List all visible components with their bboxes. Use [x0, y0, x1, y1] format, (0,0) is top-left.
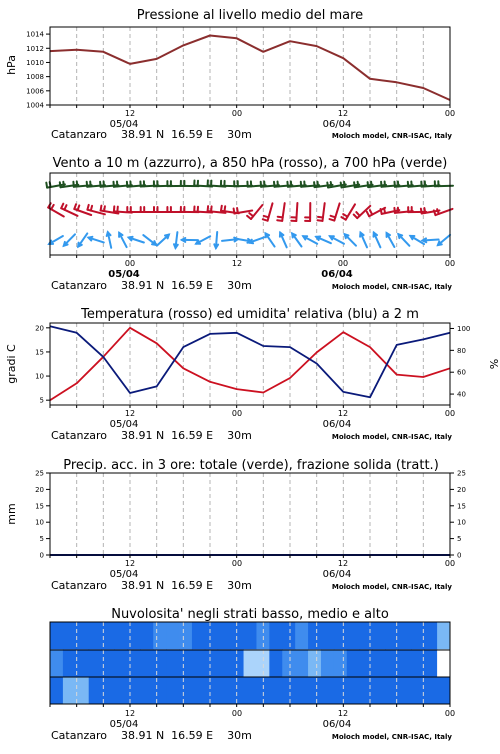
humidity-y-tick-labels	[457, 325, 470, 399]
y-tick-label: 5	[40, 397, 44, 405]
barb-850hpa	[305, 203, 310, 221]
y-tick-label: 5	[40, 535, 44, 543]
cloud-cell	[50, 677, 63, 704]
barb-850hpa-feather	[91, 206, 92, 211]
precip-credit: Moloch model, CNR-ISAC, Italy	[332, 583, 453, 591]
wind-date-2: 06/04	[321, 269, 353, 280]
y-tick-label: 20	[35, 486, 44, 494]
pressure-y-ticks	[46, 34, 50, 105]
barb-850hpa-feather	[78, 205, 80, 210]
cloud-xtick-12-a: 12	[125, 709, 135, 718]
wind-date-1: 05/04	[108, 269, 140, 280]
barb-850hpa-feather	[237, 208, 238, 213]
cloud-cell	[269, 677, 282, 704]
barb-850hpa-feather	[234, 209, 235, 214]
cloud-cell	[231, 677, 244, 704]
temp-date-1: 05/04	[110, 419, 139, 430]
y-tick-label: 25	[35, 470, 44, 478]
pressure-date-2: 06/04	[323, 119, 352, 130]
y-tick-label: 20	[35, 324, 44, 332]
wind-title: Vento a 10 m (azzurro), a 850 hPa (rosso), a 700 hPa (verde)	[53, 156, 448, 171]
barb-700hpa-feather	[63, 182, 64, 187]
arrow-10m-shaft	[64, 234, 75, 245]
arrow-10m	[174, 232, 178, 248]
precip-y-tick-labels	[35, 470, 44, 560]
cloud-cell	[321, 677, 334, 704]
barb-700hpa-feather	[341, 183, 342, 188]
cloud-cell	[166, 649, 179, 676]
cloud-cell	[218, 649, 231, 676]
cloud-cell	[282, 677, 295, 704]
barb-700hpa-feather	[408, 182, 409, 187]
cloud-cell	[140, 677, 153, 704]
precip-station: Catanzaro 38.91 N 16.59 E 30m	[51, 579, 252, 592]
barb-850hpa	[330, 203, 340, 220]
y-tick-label: 60	[457, 369, 466, 377]
barb-700hpa-feather	[411, 182, 412, 187]
arrow-10m	[89, 237, 104, 243]
barb-700hpa-feather	[60, 182, 61, 187]
barb-700hpa-feather	[371, 182, 372, 187]
temp-humidity-plot-frame	[50, 323, 450, 405]
barb-850hpa-feather	[225, 206, 226, 211]
pressure-xtick-00-b: 00	[445, 109, 455, 118]
y-tick-label: 1012	[26, 45, 44, 53]
cloud-cell	[63, 649, 76, 676]
barb-850hpa-feather	[354, 215, 358, 219]
precip-xtick-12-a: 12	[125, 559, 135, 568]
wind-xtick-12: 12	[232, 259, 242, 268]
arrow-10m	[214, 232, 218, 248]
barb-850hpa-feather	[263, 219, 268, 220]
barb-700hpa-feather	[368, 182, 369, 187]
barb-850hpa-feather	[318, 217, 323, 218]
pressure-xtick-12-a: 12	[125, 109, 135, 118]
arrow-10m	[78, 233, 87, 246]
cloud-cell	[347, 677, 360, 704]
precip-panel	[5, 458, 466, 592]
barb-850hpa	[48, 203, 64, 216]
cloud-cell	[115, 649, 128, 676]
y-tick-label: 0	[457, 552, 461, 560]
cloud-cell	[373, 649, 386, 676]
cloud-cell	[437, 677, 450, 704]
barb-850hpa-feather	[104, 206, 105, 211]
arrow-10m	[280, 233, 287, 248]
cloud-date-2: 06/04	[323, 719, 352, 730]
cloud-cell	[205, 677, 218, 704]
barb-700hpa-feather	[358, 182, 359, 187]
y-tick-label: 1004	[26, 102, 44, 110]
barb-850hpa-feather	[367, 212, 369, 217]
pressure-y-tick-labels	[26, 31, 44, 110]
barb-850hpa-feather	[249, 213, 253, 216]
barb-700hpa-feather	[46, 183, 47, 188]
cloud-cell	[218, 677, 231, 704]
barb-700hpa-feather	[354, 182, 355, 187]
temp-credit: Moloch model, CNR-ISAC, Italy	[332, 433, 453, 441]
cloud-cell	[140, 649, 153, 676]
arrow-10m-shaft	[398, 234, 409, 246]
cloud-cell	[50, 649, 63, 676]
cloud-cell	[218, 622, 231, 649]
cloud-title: Nuvolosita' negli strati basso, medio e alto	[111, 607, 389, 622]
precip-y-ticks	[46, 473, 454, 555]
barb-850hpa	[318, 203, 325, 221]
y-tick-label: 20	[457, 486, 466, 494]
cloud-cell	[192, 649, 205, 676]
barb-850hpa-feather	[264, 216, 269, 217]
wind-barbs	[46, 180, 453, 248]
barb-850hpa-feather	[341, 217, 345, 220]
cloud-cell	[153, 677, 166, 704]
temp-xtick-00-a: 00	[232, 409, 242, 418]
wind-xtick-00-b: 00	[338, 259, 348, 268]
cloud-cell	[308, 677, 321, 704]
barb-850hpa-feather	[64, 205, 66, 210]
pressure-credit: Moloch model, CNR-ISAC, Italy	[332, 132, 453, 140]
barb-700hpa-feather	[87, 182, 88, 187]
barb-700hpa-feather	[318, 182, 319, 187]
cloud-cell	[321, 622, 334, 649]
barb-850hpa-feather	[277, 220, 282, 221]
y-tick-label: 10	[35, 373, 44, 381]
cloud-cell	[347, 649, 360, 676]
precip-gridlines	[77, 473, 424, 555]
y-tick-label: 0	[40, 552, 44, 560]
precip-date-2: 06/04	[323, 569, 352, 580]
precip-ylabel: mm	[5, 503, 18, 524]
cloud-cell	[166, 622, 179, 649]
wind-credit: Moloch model, CNR-ISAC, Italy	[332, 283, 453, 291]
wind-panel	[46, 156, 455, 292]
cloud-cell	[244, 622, 257, 649]
arrow-10m	[249, 237, 264, 243]
cloud-heatmap	[50, 622, 450, 704]
arrow-10m	[119, 233, 127, 247]
barb-700hpa-feather	[77, 182, 78, 187]
barb-850hpa-feather	[101, 206, 102, 211]
temp-humidity-title: Temperatura (rosso) ed umidita' relativa (blu) a 2 m	[80, 307, 419, 322]
y-tick-label: 10	[35, 519, 44, 527]
y-tick-label: 1014	[26, 31, 44, 39]
arrow-10m	[360, 233, 367, 248]
barb-850hpa	[247, 205, 262, 219]
arrow-10m	[129, 237, 144, 243]
cloud-cell	[76, 677, 89, 704]
barb-700hpa-feather	[274, 182, 275, 187]
cloud-cell	[153, 622, 166, 649]
cloud-cell	[63, 677, 76, 704]
barb-850hpa-feather	[398, 208, 399, 213]
barb-850hpa-feather	[330, 219, 335, 221]
cloud-cell	[424, 677, 437, 704]
arrow-10m	[292, 234, 301, 247]
pressure-date-1: 05/04	[110, 119, 139, 130]
cloud-cell	[282, 649, 295, 676]
barb-850hpa-feather	[370, 210, 372, 214]
barb-850hpa-feather	[343, 214, 347, 217]
temp-ylabel: gradi C	[5, 344, 18, 384]
pressure-plot-frame	[50, 27, 450, 105]
cloud-cell	[127, 677, 140, 704]
y-tick-label: 100	[457, 325, 470, 333]
pressure-ylabel: hPa	[5, 55, 18, 75]
pressure-xtick-00-a: 00	[232, 109, 242, 118]
precip-date-1: 05/04	[110, 569, 139, 580]
y-tick-label: 10	[457, 519, 466, 527]
barb-700hpa	[234, 181, 252, 186]
precip-title: Precip. acc. in 3 ore: totale (verde), frazione solida (tratt.)	[63, 458, 439, 473]
cloud-cell	[334, 622, 347, 649]
cloud-cell	[115, 622, 128, 649]
arrow-10m	[49, 236, 63, 244]
cloud-cell	[179, 622, 192, 649]
arrow-10m	[387, 233, 395, 247]
wind-xtick-00-c: 00	[445, 259, 455, 268]
pressure-panel	[5, 8, 455, 141]
cloud-cell	[437, 622, 450, 649]
cloud-cell	[308, 622, 321, 649]
cloud-cell	[179, 677, 192, 704]
barb-850hpa-feather	[208, 206, 209, 211]
cloud-cell	[76, 622, 89, 649]
cloud-cell	[347, 622, 360, 649]
barb-850hpa	[263, 203, 273, 220]
cloud-cell	[282, 622, 295, 649]
cloud-cell	[360, 649, 373, 676]
barb-700hpa-feather	[90, 182, 91, 187]
pressure-series	[50, 36, 450, 101]
cloud-cell	[244, 649, 257, 676]
barb-850hpa-feather	[384, 208, 385, 213]
barb-850hpa-feather	[356, 212, 359, 216]
barb-850hpa-feather	[211, 206, 212, 211]
cloud-cell	[411, 622, 424, 649]
cloud-cell	[89, 622, 102, 649]
cloud-xtick-00-b: 00	[445, 709, 455, 718]
barb-850hpa-feather	[221, 206, 222, 211]
arrow-10m	[143, 235, 156, 245]
y-tick-label: 1008	[26, 73, 44, 81]
cloud-cell	[89, 677, 102, 704]
barb-700hpa-feather	[287, 182, 288, 187]
cloud-cell	[424, 649, 437, 676]
arrow-10m	[316, 237, 331, 244]
cloud-cell	[192, 677, 205, 704]
cloud-date-1: 05/04	[110, 719, 139, 730]
y-tick-label: 15	[35, 502, 44, 510]
temp-y-tick-labels	[35, 324, 44, 404]
pressure-station: Catanzaro 38.91 N 16.59 E 30m	[51, 128, 252, 141]
barb-850hpa-feather	[318, 220, 323, 221]
cloud-cell	[373, 622, 386, 649]
arrow-10m	[157, 235, 169, 246]
barb-700hpa-feather	[344, 182, 345, 187]
arrow-10m	[374, 233, 381, 248]
cloud-cell	[321, 649, 334, 676]
temp-xtick-12-b: 12	[338, 409, 348, 418]
cloud-cell	[50, 622, 63, 649]
y-tick-label: 15	[457, 502, 466, 510]
cloud-xtick-00-a: 00	[232, 709, 242, 718]
cloud-cell	[153, 649, 166, 676]
humidity-line	[50, 326, 450, 397]
arrow-10m	[438, 235, 450, 245]
y-tick-label: 1006	[26, 87, 44, 95]
cloud-cell	[295, 677, 308, 704]
barb-850hpa-feather	[74, 204, 76, 209]
barb-850hpa-feather	[331, 216, 336, 218]
cloud-cell	[411, 677, 424, 704]
cloud-cell	[205, 649, 218, 676]
cloud-cell	[244, 677, 257, 704]
precip-xtick-00-b: 00	[445, 559, 455, 568]
barb-700hpa-feather	[331, 182, 332, 187]
precip-xtick-12-b: 12	[338, 559, 348, 568]
arrow-10m-shaft	[292, 234, 301, 247]
barb-850hpa	[291, 203, 297, 221]
cloud-cell	[192, 622, 205, 649]
arrow-10m	[423, 238, 439, 242]
cloud-cell	[398, 677, 411, 704]
cloud-cell	[269, 649, 282, 676]
pressure-line	[50, 36, 450, 101]
cloud-cell	[76, 649, 89, 676]
barb-850hpa-feather	[247, 216, 251, 219]
barb-850hpa-feather	[87, 205, 88, 210]
arrow-10m	[266, 233, 275, 246]
barb-850hpa-feather	[51, 205, 54, 209]
cloud-cell	[308, 649, 321, 676]
arrow-10m	[303, 236, 317, 244]
cloud-cell	[231, 649, 244, 676]
cloud-cell	[127, 649, 140, 676]
cloud-cell	[166, 677, 179, 704]
cloud-cell	[63, 622, 76, 649]
humidity-ylabel: %	[487, 359, 500, 369]
y-tick-label: 25	[457, 470, 466, 478]
arrow-10m-shaft	[157, 235, 169, 246]
barb-850hpa-feather	[381, 209, 382, 214]
wind-station: Catanzaro 38.91 N 16.59 E 30m	[51, 279, 252, 292]
cloud-cell	[295, 649, 308, 676]
y-tick-label: 15	[35, 348, 44, 356]
arrow-10m	[196, 236, 210, 244]
cloud-cell	[373, 677, 386, 704]
precip-y-tick-labels-right	[457, 470, 466, 560]
arrow-10m-shaft	[438, 235, 450, 245]
temp-humidity-series	[50, 326, 450, 400]
cloud-cell	[205, 622, 218, 649]
y-tick-label: 80	[457, 347, 466, 355]
y-tick-label: 40	[457, 391, 466, 399]
cloud-cell	[295, 622, 308, 649]
cloud-cell	[140, 622, 153, 649]
cloud-cell	[437, 649, 450, 676]
cloud-cell	[231, 622, 244, 649]
cloud-cell	[179, 649, 192, 676]
temp-xtick-00-b: 00	[445, 409, 455, 418]
arrow-10m-shaft	[345, 234, 356, 245]
barb-850hpa-feather	[421, 209, 422, 214]
pressure-xtick-12-b: 12	[338, 109, 348, 118]
y-tick-label: 5	[457, 535, 461, 543]
arrow-10m	[398, 234, 409, 246]
temp-date-2: 06/04	[323, 419, 352, 430]
cloud-cell	[89, 649, 102, 676]
barb-850hpa-feather	[61, 204, 63, 209]
barb-700hpa-feather	[398, 182, 399, 187]
arrow-10m	[107, 232, 112, 248]
temp-humidity-panel	[5, 307, 500, 442]
pressure-gridlines	[77, 27, 424, 105]
y-tick-label: 1010	[26, 59, 44, 67]
arrow-10m	[182, 238, 198, 242]
barb-850hpa-feather	[424, 208, 425, 213]
cloud-station: Catanzaro 38.91 N 16.59 E 30m	[51, 729, 252, 742]
cloud-cell	[411, 649, 424, 676]
temp-xtick-12-a: 12	[125, 409, 135, 418]
precip-xtick-00-a: 00	[232, 559, 242, 568]
precip-plot-frame	[50, 473, 450, 555]
pressure-title: Pressione al livello medio del mare	[137, 8, 363, 23]
barb-850hpa	[277, 203, 285, 221]
cloud-xtick-12-b: 12	[338, 709, 348, 718]
barb-850hpa-feather	[394, 208, 395, 213]
cloud-cell	[398, 622, 411, 649]
barb-700hpa-feather	[314, 182, 315, 187]
cloud-cell	[424, 622, 437, 649]
cloud-cell	[115, 677, 128, 704]
temp-station: Catanzaro 38.91 N 16.59 E 30m	[51, 429, 252, 442]
cloud-cell	[334, 677, 347, 704]
cloud-cell	[360, 677, 373, 704]
arrow-10m	[330, 236, 344, 244]
barb-700hpa-feather	[100, 182, 101, 187]
cloud-credit: Moloch model, CNR-ISAC, Italy	[332, 733, 453, 741]
arrow-10m-shaft	[143, 235, 156, 245]
barb-700hpa-feather	[327, 183, 328, 188]
cloud-cell	[360, 622, 373, 649]
barb-700hpa-feather	[278, 182, 279, 187]
cloud-cell	[269, 622, 282, 649]
wind-xtick-00-a: 00	[125, 259, 135, 268]
cloud-cell	[398, 649, 411, 676]
arrow-10m	[64, 234, 75, 245]
cloud-panel	[50, 607, 455, 742]
arrow-10m	[345, 234, 356, 245]
cloud-cell	[127, 622, 140, 649]
cloud-cell	[334, 649, 347, 676]
barb-850hpa-feather	[278, 217, 283, 218]
